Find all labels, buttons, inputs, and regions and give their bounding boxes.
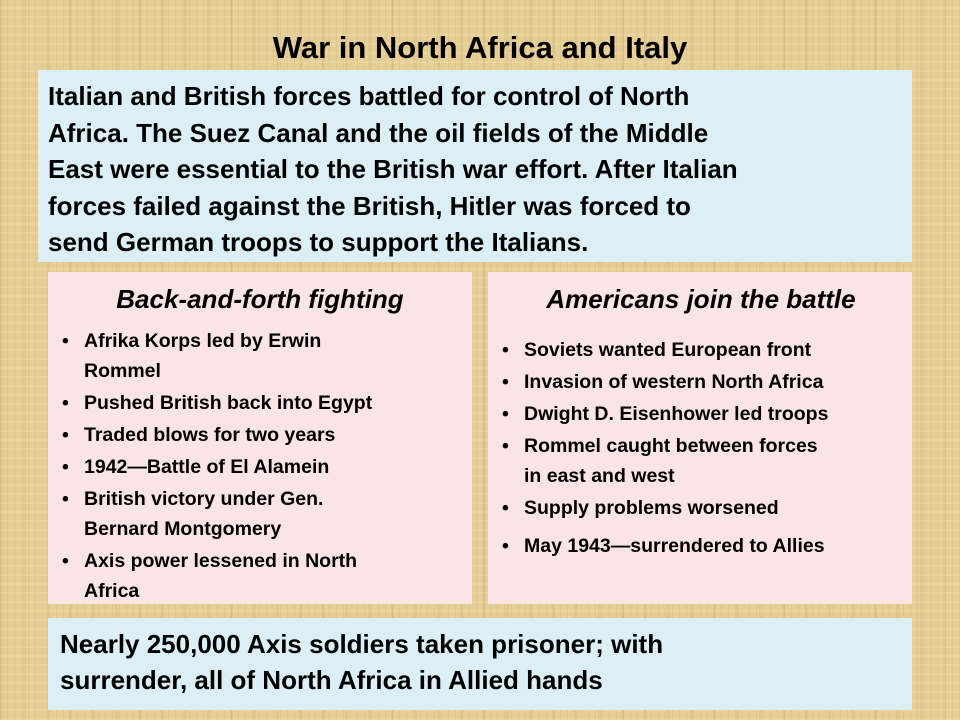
list-item-line: in east and west bbox=[524, 465, 675, 487]
list-item-line: Africa bbox=[84, 580, 140, 602]
list-item bbox=[62, 326, 458, 386]
conclusion-paragraph bbox=[60, 626, 900, 698]
list-item bbox=[502, 399, 900, 429]
list-item-line: • Pushed British back into Egypt bbox=[84, 392, 373, 414]
list-item bbox=[502, 493, 900, 523]
list-item bbox=[502, 531, 900, 561]
intro-paragraph bbox=[48, 78, 902, 261]
intro-line: send German troops to support the Italians. bbox=[48, 227, 589, 257]
list-item bbox=[502, 431, 900, 491]
intro-line: Italian and British forces battled for control of North bbox=[48, 81, 690, 111]
list-item bbox=[62, 546, 458, 606]
list-item bbox=[62, 484, 458, 544]
back-and-forth-panel bbox=[48, 272, 472, 604]
americans-join-panel bbox=[488, 272, 912, 604]
list-item-line: • Supply problems worsened bbox=[524, 497, 779, 519]
list-item-line: • Afrika Korps led by Erwin bbox=[84, 330, 322, 352]
conclusion-line: Nearly 250,000 Axis soldiers taken prisoner; with bbox=[60, 629, 664, 659]
americans-join-list bbox=[502, 335, 900, 561]
list-item-line: • Axis power lessened in North bbox=[84, 550, 358, 572]
list-item bbox=[502, 335, 900, 365]
list-item bbox=[62, 420, 458, 450]
list-item-line: • Rommel caught between forces bbox=[524, 435, 818, 457]
intro-line: East were essential to the British war effort. After Italian bbox=[48, 154, 738, 184]
list-item-line: • Invasion of western North Africa bbox=[524, 371, 824, 393]
list-item-line: • May 1943—surrendered to Allies bbox=[524, 535, 825, 557]
conclusion-box bbox=[48, 618, 912, 710]
list-item-line: • Traded blows for two years bbox=[84, 424, 336, 446]
back-and-forth-list bbox=[62, 326, 458, 606]
list-item-line: Rommel bbox=[84, 360, 161, 382]
list-item-line: Bernard Montgomery bbox=[84, 518, 282, 540]
intro-line: Africa. The Suez Canal and the oil fields of the Middle bbox=[48, 117, 709, 148]
list-item-line: • British victory under Gen. bbox=[84, 488, 324, 510]
list-item-line: • 1942—Battle of El Alamein bbox=[84, 456, 330, 478]
list-item bbox=[502, 367, 900, 397]
conclusion-line: surrender, all of North Africa in Allied hands bbox=[60, 665, 603, 695]
slide-title: War in North Africa and Italy bbox=[272, 30, 688, 65]
list-item-line: • Dwight D. Eisenhower led troops bbox=[524, 403, 829, 425]
intro-box bbox=[38, 70, 912, 262]
list-item-line: • Soviets wanted European front bbox=[524, 339, 812, 361]
intro-line: forces failed against the British, Hitler was forced to bbox=[48, 190, 691, 221]
americans-join-heading: Americans join the battle bbox=[546, 284, 856, 314]
list-item bbox=[62, 388, 458, 418]
list-item bbox=[62, 452, 458, 482]
back-and-forth-heading: Back-and-forth fighting bbox=[116, 284, 404, 314]
